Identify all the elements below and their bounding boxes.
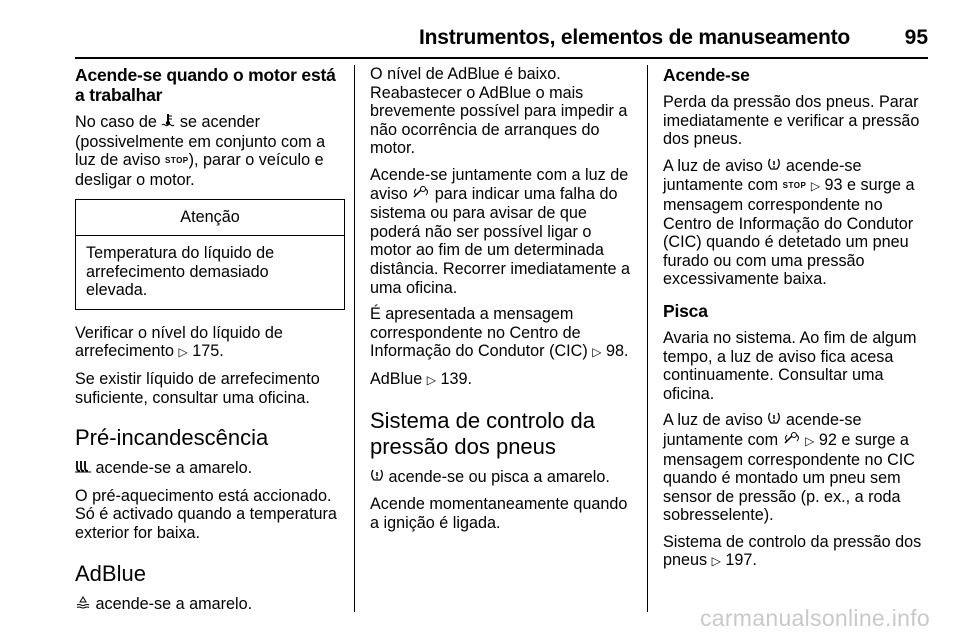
- tire-pressure-icon: [767, 411, 781, 431]
- column-left: [75, 65, 345, 622]
- paragraph: Avaria no sistema. Ao fim de algum tempo, a luz de aviso fica acesa continuamente. Consultar uma oficina.: [663, 328, 917, 403]
- adblue-icon: [75, 596, 91, 615]
- service-wrench-icon: [783, 432, 801, 451]
- page-reference-arrow-icon: ▷: [592, 345, 602, 360]
- paragraph: Perda da pressão dos pneus. Parar imediatamente e verificar a pressão dos pneus.: [663, 93, 920, 149]
- section-heading: Sistema de controlo da pressão dos pneus: [370, 407, 596, 459]
- section-heading: Pisca: [663, 300, 708, 321]
- paragraph: O pré-aquecimento está accionado. Só é activado quando a temperatura exterior for baixa.: [75, 486, 337, 542]
- paragraph: [663, 157, 928, 289]
- paragraph: [370, 305, 632, 362]
- section-heading: AdBlue: [75, 560, 146, 586]
- page-reference-arrow-icon: ▷: [805, 433, 815, 448]
- section-heading: Pré-incandescência: [75, 425, 269, 451]
- text: ), parar o veículo e desligar o motor.: [75, 151, 324, 189]
- header-rule: [75, 57, 928, 59]
- page-reference: 98.: [605, 342, 629, 361]
- page-header: [0, 0, 960, 60]
- section-heading: Acende-se: [663, 65, 750, 85]
- text: acende-se juntamente com: [663, 411, 862, 449]
- column-middle: [370, 65, 632, 540]
- glow-plug-icon: [75, 460, 91, 479]
- text: A luz de aviso: [663, 156, 763, 175]
- text: A luz de aviso: [663, 411, 763, 430]
- column-divider: [354, 65, 355, 612]
- paragraph: Acende momentaneamente quando a ignição é ligada.: [370, 495, 628, 532]
- text: Verificar o nível do líquido de arrefecimento: [75, 323, 283, 361]
- column-right: [663, 65, 928, 579]
- text: acende-se ou pisca a amarelo.: [388, 467, 610, 486]
- section-heading: Acende-se quando o motor está a trabalhar: [75, 65, 336, 105]
- paragraph: [663, 533, 928, 571]
- page-reference-arrow-icon: ▷: [711, 554, 721, 569]
- text: Sistema de controlo da pressão dos pneus: [663, 532, 922, 570]
- paragraph: Se existir líquido de arrefecimento suficiente, consultar uma oficina.: [75, 369, 320, 407]
- coolant-temperature-icon: [161, 113, 175, 133]
- paragraph: [370, 370, 632, 390]
- tire-pressure-icon: [370, 468, 384, 488]
- text: acende-se a amarelo.: [95, 459, 253, 478]
- paragraph: [75, 113, 345, 189]
- text: 92 e surge a mensagem correspondente no CIC quando é montado um pneu sem sensor de pressão (p. ex., a roda sobresselente).: [663, 430, 915, 525]
- notice-box: [75, 199, 345, 309]
- page-number: 95: [904, 26, 928, 49]
- tire-pressure-icon: [767, 157, 781, 177]
- page-title: Instrumentos, elementos de manuseamento: [419, 26, 850, 49]
- paragraph: [370, 166, 632, 297]
- paragraph: [370, 468, 632, 488]
- paragraph: O nível de AdBlue é baixo. Reabastecer o AdBlue o mais brevemente possível para impedir a não ocorrência de arranques do motor.: [370, 65, 628, 158]
- column-divider: [647, 65, 648, 612]
- stop-icon: STOP: [164, 156, 189, 166]
- notice-title: Atenção: [76, 200, 344, 236]
- stop-icon: STOP: [782, 181, 807, 191]
- watermark: carmanualsonline.info: [699, 605, 930, 631]
- service-wrench-icon: [412, 186, 430, 205]
- text: AdBlue: [370, 369, 423, 388]
- text: 93 e surge a mensagem correspondente no Centro de Informação do Condutor (CIC) quando é detetado um pneu furado ou com uma pressão excessivamente baixa.: [663, 176, 915, 289]
- paragraph: [75, 324, 345, 362]
- text: acende-se juntamente com: [663, 156, 862, 195]
- text: para indicar uma falha do sistema ou para avisar de que poderá não ser possível ligar o motor ao fim de um determinada distância. Recorrer imediatamente a uma oficina.: [370, 184, 631, 297]
- page-reference-arrow-icon: ▷: [810, 179, 821, 194]
- page-reference: 175.: [192, 342, 224, 361]
- paragraph: [75, 459, 345, 479]
- paragraph: [75, 595, 345, 615]
- text: É apresentada a mensagem correspondente no Centro de Informação do Condutor (CIC): [370, 305, 588, 361]
- page-reference-arrow-icon: ▷: [178, 345, 188, 360]
- page-reference: 197.: [725, 551, 757, 570]
- page-reference-arrow-icon: ▷: [426, 372, 436, 387]
- paragraph: [663, 411, 928, 525]
- text: No caso de: [75, 113, 157, 131]
- page-reference: 139.: [440, 369, 472, 388]
- text: Acende-se juntamente com a luz de aviso: [370, 165, 629, 203]
- text: acende-se a amarelo.: [95, 594, 253, 613]
- notice-body: Temperatura do líquido de arrefecimento demasiado elevada.: [86, 243, 275, 300]
- text: se acender (possivelmente em conjunto com a luz de aviso: [75, 113, 326, 170]
